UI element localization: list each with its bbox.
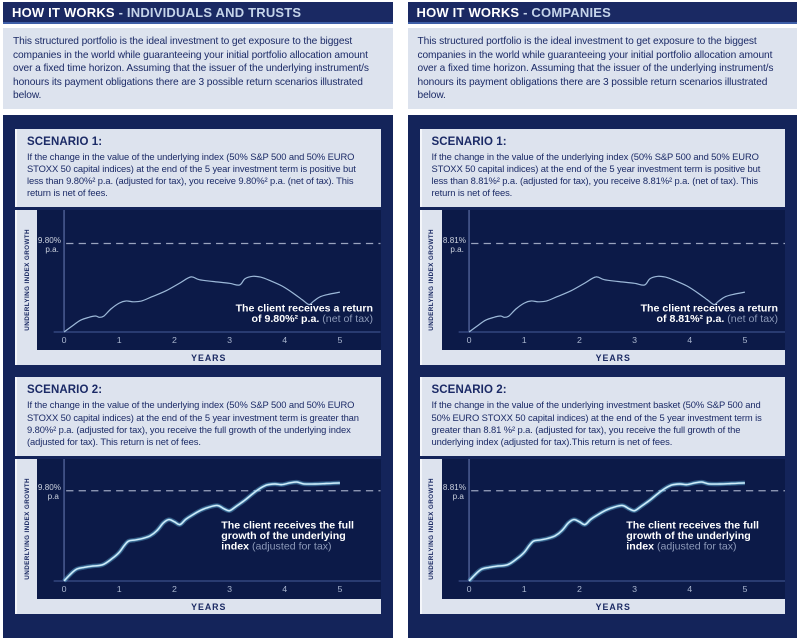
scenario-1-body: If the change in the value of the underlying index (50% S&P 500 and 50% EURO STOXX 50 capital indices) at the end of the 5 year investment term is positive but less than 9.80%² p.a. (adjusted for tax), you receive 9.80%² p.a. (net of tax). This return is net of fees.	[27, 150, 356, 199]
y-axis-label: UNDERLYING INDEX GROWTH	[23, 229, 31, 332]
scenario-1-box	[420, 129, 786, 208]
scenario-1-heading: SCENARIO 1:	[431, 135, 507, 148]
intro-text: This structured portfolio is the ideal investment to get exposure to the biggest companies in the world while guaranteeing your initial portfolio allocation amount over a fixed time horizon. Assuming that the issuer of the underlying instrument/s honours its payment obligations there are 3 possible return scenarios illustrated below.	[3, 28, 393, 109]
x-tick-label: 0	[466, 335, 472, 346]
index-growth-chart	[37, 210, 381, 350]
scenarios-panel	[408, 115, 798, 639]
x-axis-label-strip	[17, 350, 381, 365]
threshold-label: p.a.	[45, 245, 59, 255]
x-axis-label-strip	[17, 599, 381, 614]
chart-annotation: The client receives a return	[640, 303, 778, 315]
threshold-label: 8.81%	[442, 483, 466, 493]
chart-annotation: growth of the underlying	[221, 531, 346, 543]
scenario-1-section	[420, 129, 786, 366]
x-tick-label: 3	[227, 584, 233, 595]
y-axis-label-strip	[17, 459, 37, 599]
x-tick-label: 0	[466, 584, 472, 595]
x-tick-label: 2	[576, 584, 582, 595]
scenarios-panel	[3, 115, 393, 639]
scenario-2-heading: SCENARIO 2:	[27, 384, 103, 397]
chart-annotation: index (adjusted for tax)	[625, 542, 737, 553]
scenario-1-chart-plot	[37, 210, 381, 350]
scenario-2-chart-plot	[37, 459, 381, 599]
index-growth-chart	[442, 459, 786, 599]
threshold-label: p.a.	[449, 245, 464, 255]
y-axis-label: UNDERLYING INDEX GROWTH	[428, 229, 435, 332]
scenario-2-chart-plot	[442, 459, 786, 599]
x-tick-label: 4	[686, 335, 692, 346]
x-tick-label: 5	[337, 335, 343, 346]
x-tick-label: 5	[337, 584, 343, 595]
x-axis-label: YEARS	[191, 601, 227, 612]
scenario-2-heading: SCENARIO 2:	[431, 384, 507, 397]
scenario-1-body: If the change in the value of the underlying index (50% S&P 500 and 50% EURO STOXX 50 capital indices) at the end of the 5 year investment term is positive but less than 8.81%² p.a. (adjusted for tax), you receive 8.81%² p.a. (net of tax). This return is net of fees.	[431, 150, 761, 199]
x-axis-label-strip	[422, 599, 786, 614]
x-tick-label: 2	[171, 335, 177, 346]
threshold-label: 9.80%	[37, 236, 61, 246]
header-title-main: HOW IT WORKS	[416, 5, 520, 20]
y-axis-label-strip	[422, 210, 442, 350]
x-tick-label: 2	[171, 584, 177, 595]
section-header	[408, 2, 798, 24]
scenario-1-heading: SCENARIO 1:	[27, 135, 103, 148]
x-tick-label: 0	[61, 584, 67, 595]
scenario-2-chart-block	[420, 459, 786, 614]
scenario-1-chart-plot	[442, 210, 786, 350]
chart-annotation: The client receives the full	[625, 520, 759, 532]
x-tick-label: 3	[227, 335, 233, 346]
x-tick-label: 5	[741, 335, 747, 346]
y-axis-label-strip	[422, 459, 442, 599]
y-axis-label: UNDERLYING INDEX GROWTH	[428, 478, 435, 580]
column-companies	[408, 2, 798, 638]
threshold-label: p.a	[452, 492, 464, 502]
scenario-2-section	[420, 377, 786, 614]
column-individuals-and-trusts	[3, 2, 393, 638]
scenario-1-box	[15, 129, 381, 208]
chart-annotation: growth of the underlying	[625, 531, 751, 543]
scenario-2-chart-block	[15, 459, 381, 614]
x-tick-label: 1	[521, 584, 527, 595]
x-axis-label: YEARS	[191, 352, 227, 363]
scenario-1-section	[15, 129, 381, 366]
scenario-2-box	[420, 377, 786, 456]
threshold-label: 8.81%	[442, 236, 466, 246]
x-tick-label: 1	[116, 335, 122, 346]
section-header	[3, 2, 393, 24]
x-tick-label: 4	[686, 584, 692, 595]
x-axis-label-strip	[422, 350, 786, 365]
x-tick-label: 0	[61, 335, 67, 346]
chart-annotation: index (adjusted for tax)	[221, 542, 332, 553]
x-axis-label: YEARS	[595, 352, 631, 363]
index-growth-chart	[37, 459, 381, 599]
intro-text: This structured portfolio is the ideal investment to get exposure to the biggest companies in the world while guaranteeing your initial portfolio allocation amount over a fixed time horizon. Assuming that the issuer of the underlying instrument/s honours its payment obligations there are 3 possible return scenarios illustrated below.	[408, 28, 798, 109]
threshold-label: p.a	[47, 492, 59, 502]
chart-annotation: of 9.80%² p.a. (net of tax)	[251, 314, 374, 326]
x-tick-label: 2	[576, 335, 582, 346]
x-tick-label: 5	[741, 584, 747, 595]
x-tick-label: 1	[521, 335, 527, 346]
x-tick-label: 4	[282, 335, 288, 346]
header-title-main: HOW IT WORKS	[12, 5, 115, 20]
x-tick-label: 1	[116, 584, 122, 595]
scenario-2-body: If the change in the value of the underlying investment basket (50% S&P 500 and 50% EURO STOXX 50 capital indices) at the end of the 5 year investment term is greater than 8.81 %² p.a. (adjusted for tax), you receive the full growth of the underlying index (adjusted for tax).This return is net of fees.	[431, 399, 762, 447]
y-axis-label-strip	[17, 210, 37, 350]
chart-annotation: of 8.81%² p.a. (net of tax)	[655, 314, 778, 326]
x-tick-label: 4	[282, 584, 288, 595]
threshold-label: 9.80%	[37, 483, 61, 493]
x-axis-label: YEARS	[595, 601, 631, 612]
scenario-1-chart-block	[420, 210, 786, 365]
scenario-2-box	[15, 377, 381, 456]
chart-annotation: The client receives the full	[221, 520, 354, 532]
index-growth-chart	[442, 210, 786, 350]
x-tick-label: 3	[631, 335, 637, 346]
scenario-2-section	[15, 377, 381, 614]
header-title-sub: - COMPANIES	[523, 5, 611, 20]
header-title-sub: - INDIVIDUALS AND TRUSTS	[118, 5, 302, 20]
scenario-2-body: If the change in the value of the underlying index (50% S&P 500 and 50% EURO STOXX 50 capital indices) at the end of the 5 year investment term is greater than 9.80%² p.a. (adjusted for tax), you receive the full growth of the underlying index (adjusted for tax). This return is net of fees.	[27, 399, 359, 447]
x-tick-label: 3	[631, 584, 637, 595]
scenario-1-chart-block	[15, 210, 381, 365]
y-axis-label: UNDERLYING INDEX GROWTH	[23, 478, 31, 580]
chart-annotation: The client receives a return	[235, 303, 374, 315]
